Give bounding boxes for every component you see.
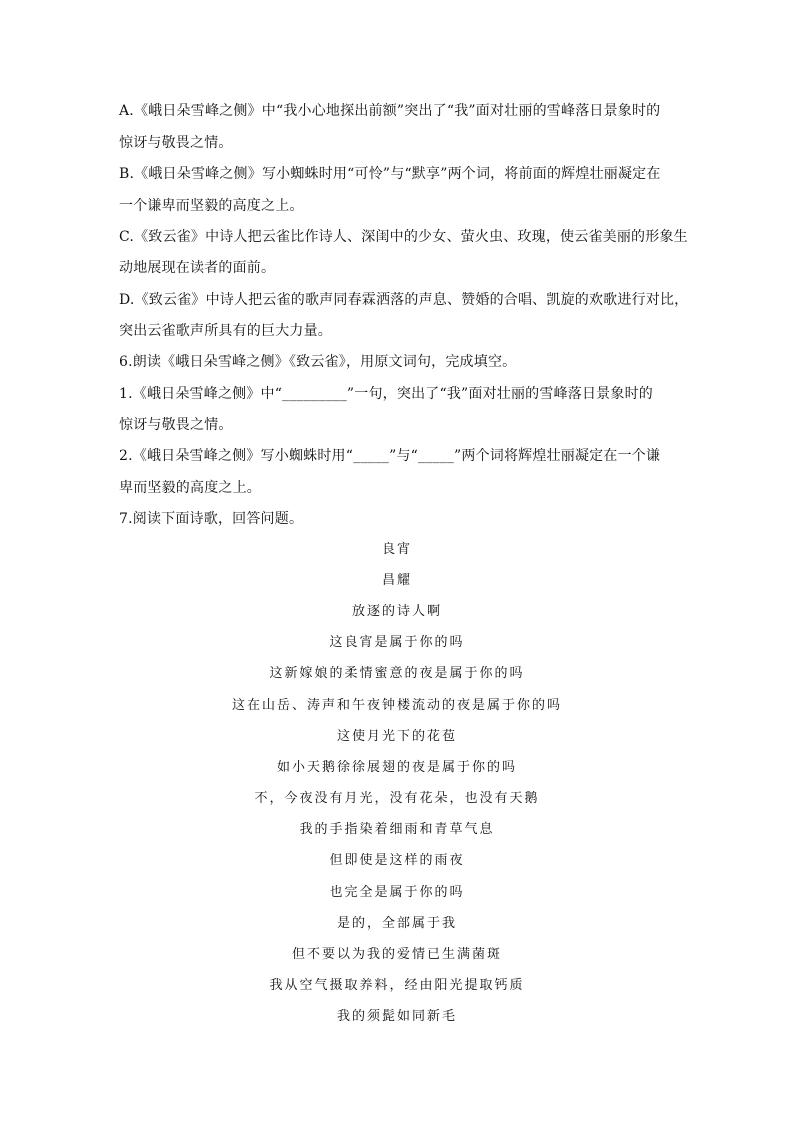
question-6-2-line-2: 卑而坚毅的高度之上。 (119, 480, 261, 496)
poem-line: 我从空气摄取养料，经由阳光提取钙质 (269, 978, 525, 993)
poem-line: 也完全是属于你的吗 (329, 885, 465, 900)
option-d-line-2: 突出云雀歌声所具有的巨大力量。 (119, 323, 332, 339)
poem-line: 这新嫁娘的柔情蜜意的夜是属于你的吗 (269, 666, 525, 681)
poem-line: 我的须髭如同新毛 (336, 1009, 457, 1024)
option-a-line-2: 惊讶与敬畏之情。 (119, 135, 233, 151)
option-c-line-1: C.《致云雀》中诗人把云雀比作诗人、深闺中的少女、萤火虫、玫瑰，使云雀美丽的形象生 (119, 229, 688, 245)
question-6: 6.朗读《峨日朵雪峰之侧》《致云雀》，用原文词句，完成填空。 (119, 354, 517, 370)
question-7: 7.阅读下面诗歌，回答问题。 (119, 511, 304, 527)
poem-line: 是的，全部属于我 (336, 916, 457, 931)
poem-line: 这良宵是属于你的吗 (329, 635, 465, 650)
poem-line: 但不要以为我的爱情已生满菌斑 (291, 947, 502, 962)
poem-line: 不，今夜没有月光，没有花朵，也没有天鹅 (254, 791, 540, 806)
poem-title: 良宵 (381, 542, 412, 557)
poem-line: 我的手指染着细雨和青草气息 (299, 822, 495, 837)
option-b-line-1: B.《峨日朵雪峰之侧》写小蜘蛛时用“可怜”与“默享”两个词，将前面的辉煌壮丽凝定在 (119, 166, 661, 182)
poem-line: 这使月光下的花苞 (336, 729, 457, 744)
question-6-1-line-2: 惊讶与敬畏之情。 (119, 417, 233, 433)
question-6-1-line-1: 1.《峨日朵雪峰之侧》中“_________”一句，突出了“我”面对壮丽的雪峰落日景象时的 (119, 386, 653, 402)
option-d-line-1: D.《致云雀》中诗人把云雀的歌声同春霖洒落的声息、赞婚的合唱、凯旋的欢歌进行对比， (119, 292, 689, 308)
option-a-line-1: A.《峨日朵雪峰之侧》中“我小心地探出前额”突出了“我”面对壮丽的雪峰落日景象时的 (119, 103, 661, 119)
question-6-2-line-1: 2.《峨日朵雪峰之侧》写小蜘蛛时用“_____”与“_____”两个词将辉煌壮丽凝定在一个谦 (119, 448, 661, 464)
poem-line: 这在山岳、涛声和午夜钟楼流动的夜是属于你的吗 (231, 698, 562, 713)
poem-line: 但即使是这样的雨夜 (329, 853, 465, 868)
option-b-line-2: 一个谦卑而坚毅的高度之上。 (119, 198, 304, 214)
poem-line: 放逐的诗人啊 (351, 604, 442, 619)
poem-author: 昌耀 (381, 573, 412, 588)
option-c-line-2: 动地展现在读者的面前。 (119, 260, 276, 276)
poem-line: 如小天鹅徐徐展翅的夜是属于你的吗 (276, 760, 517, 775)
